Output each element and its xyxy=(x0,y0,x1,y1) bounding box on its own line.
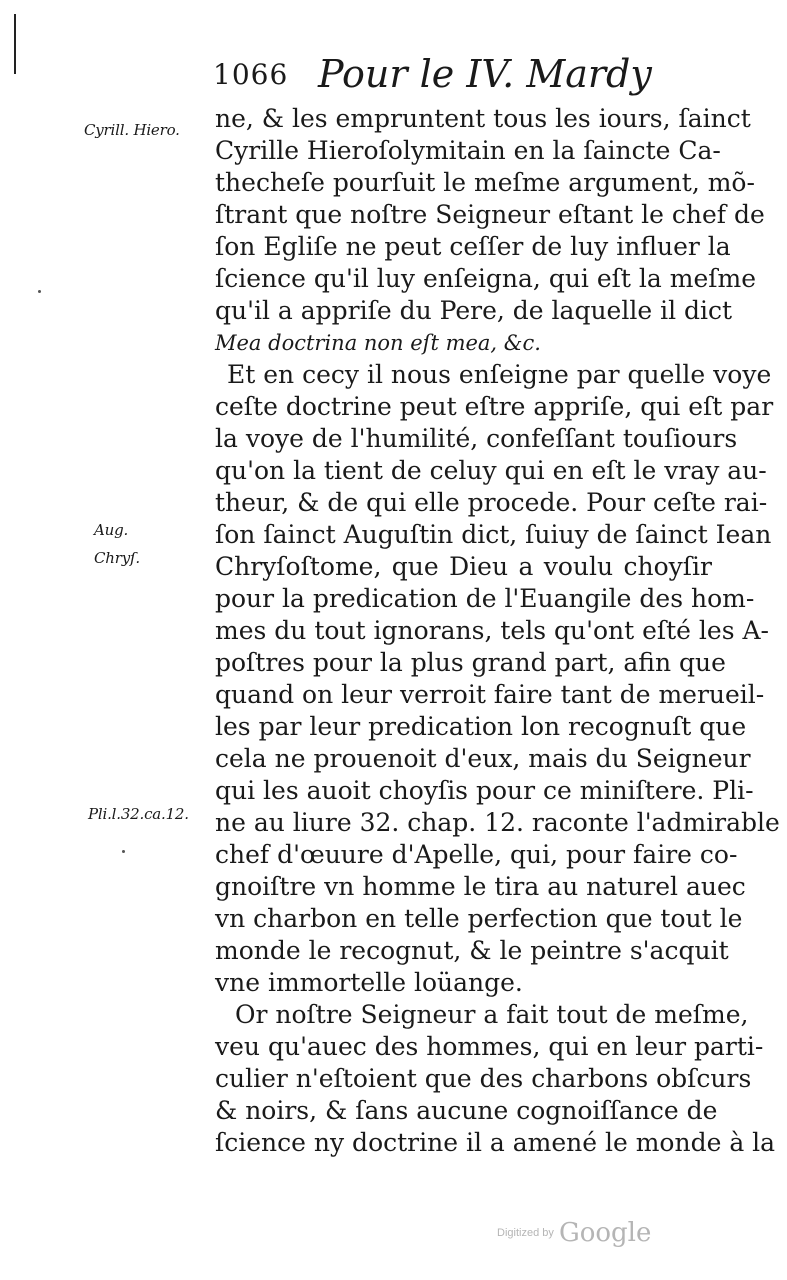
page-header xyxy=(213,52,713,102)
text-line: gnoiſtre vn homme le tira au naturel auec xyxy=(215,872,746,901)
text-line: ſon ſainct Auguſtin dict, ſuiuy de ſainct Iean xyxy=(215,520,772,549)
text-line: quand on leur verroit faire tant de merueil- xyxy=(215,680,765,709)
text-line: vne immortelle loüange. xyxy=(215,968,523,997)
text-line: ceſte doctrine peut eſtre appriſe, qui eſt par xyxy=(215,392,774,421)
text-line: chef d'œuure d'Apelle, qui, pour faire co- xyxy=(215,840,738,869)
text-line: monde le recognut, & le peintre s'acquit xyxy=(215,936,729,965)
text-line: mes du tout ignorans, tels qu'ont eſté les A- xyxy=(215,616,769,645)
text-line: ſcience ny doctrine il a amené le monde à la xyxy=(215,1128,776,1157)
text-line: la voye de l'humilité, confeſſant touſiours xyxy=(215,424,738,453)
text-line: poſtres pour la plus grand part, afin que xyxy=(215,648,726,677)
text-line: qui les auoit choyſis pour ce miniſtere. Pli- xyxy=(215,776,754,805)
text-line: culier n'eſtoient que des charbons obſcurs xyxy=(215,1064,752,1093)
text-line: theur, & de qui elle procede. Pour ceſte rai- xyxy=(215,488,768,517)
scan-edge-mark xyxy=(14,14,16,74)
text-line: qu'on la tient de celuy qui en eſt le vray au- xyxy=(215,456,767,485)
ink-speck xyxy=(38,290,41,293)
text-line: qu'il a appriſe du Pere, de laquelle il dict xyxy=(215,296,733,325)
text-line: ne, & les empruntent tous les iours, ſainct xyxy=(215,104,751,133)
digitized-by-google-watermark xyxy=(497,1218,651,1248)
margin-note-chrys: Chryſ. xyxy=(94,549,140,567)
latin-quote: Mea doctrina non eſt mea, &c. xyxy=(215,331,541,355)
margin-note-aug: Aug. xyxy=(94,521,129,539)
watermark-prefix: Digitized by xyxy=(497,1227,554,1239)
text-line: ſon Egliſe ne peut ceſſer de luy influer la xyxy=(215,232,731,261)
running-title: Pour le IV. Mardy xyxy=(318,52,652,96)
text-line: ne au liure 32. chap. 12. raconte l'admirable xyxy=(215,808,780,837)
text-line: Or noſtre Seigneur a fait tout de meſme, xyxy=(235,1000,749,1029)
margin-note-pliny: Pli.l.32.ca.12. xyxy=(88,805,189,823)
page-number: 1066 xyxy=(213,58,289,91)
margin-note-cyrill: Cyrill. Hiero. xyxy=(84,121,180,139)
ink-speck xyxy=(122,850,125,853)
text-line: & noirs, & ſans aucune cognoiſſance de xyxy=(215,1096,718,1125)
text-line: thecheſe pourſuit le meſme argument, mõ- xyxy=(215,168,755,197)
text-line: Et en cecy il nous enſeigne par quelle voye xyxy=(227,360,772,389)
text-line: ſcience qu'il luy enſeigna, qui eſt la meſme xyxy=(215,264,757,293)
text-line: cela ne prouenoit d'eux, mais du Seigneur xyxy=(215,744,751,773)
text-line: Cyrille Hieroſolymitain en la ſaincte Ca- xyxy=(215,136,721,165)
text-line: Chryſoſtome, que Dieu a voulu choyſir xyxy=(215,552,712,581)
text-line: ſtrant que noſtre Seigneur eſtant le chef de xyxy=(215,200,765,229)
text-line: veu qu'auec des hommes, qui en leur parti- xyxy=(215,1032,764,1061)
text-line: les par leur predication lon recognuſt que xyxy=(215,712,747,741)
google-logo: Google xyxy=(558,1218,652,1248)
text-line: pour la predication de l'Euangile des hom- xyxy=(215,584,755,613)
text-line: vn charbon en telle perfection que tout le xyxy=(215,904,743,933)
